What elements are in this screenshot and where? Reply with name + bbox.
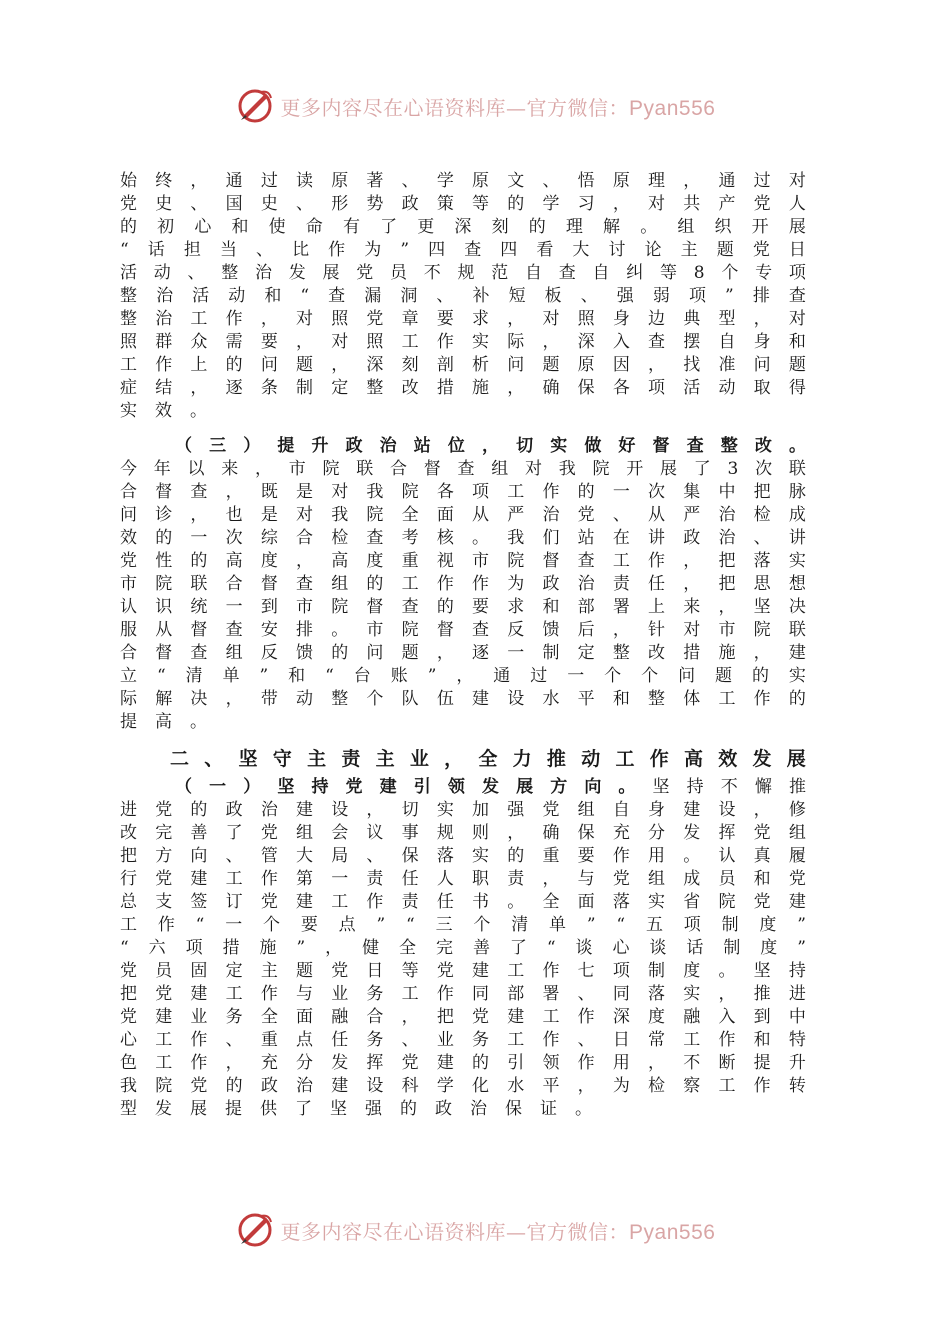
text-line: 立 “ 清 单 ” 和 “ 台 账 ” ， 通 过 一 个 个 问 题 的 实 [120, 666, 806, 686]
text-line: 活 动 、 整 治 发 展 党 员 不 规 范 自 查 自 纠 等 8 个 专 项 [120, 263, 806, 283]
text-line: 党 员 固 定 主 题 党 日 等 党 建 工 作 七 项 制 度 。 坚 持 [120, 961, 806, 981]
text-line: 总 支 签 订 党 建 工 作 责 任 书 。 全 面 落 实 省 院 党 建 [120, 892, 806, 912]
text-line: 症 结 ， 逐 条 制 定 整 改 措 施 ， 确 保 各 项 活 动 取 得 [120, 378, 806, 398]
text-line: 照 群 众 需 要 ， 对 照 工 作 实 际 ， 深 入 查 摆 自 身 和 [120, 332, 806, 352]
text-line: 工 作 “ 一 个 要 点 ” “ 三 个 清 单 ” “ 五 项 制 度 ” [120, 915, 806, 935]
text-line: 色 工 作 ， 充 分 发 挥 党 建 的 引 领 作 用 ， 不 断 提 升 [120, 1053, 806, 1073]
text-line: 整 治 工 作 ， 对 照 党 章 要 求 ， 对 照 身 边 典 型 ， 对 [120, 309, 806, 329]
text-line: 把 党 建 工 作 与 业 务 工 作 同 部 署 、 同 落 实 ， 推 进 [120, 984, 806, 1004]
text-line: 服 从 督 查 安 排 。 市 院 督 查 反 馈 后 ， 针 对 市 院 联 [120, 620, 806, 640]
text-line: 把 方 向 、 管 大 局 、 保 落 实 的 重 要 作 用 。 认 真 履 [120, 846, 806, 866]
pen-logo-icon [235, 1210, 275, 1250]
text-line: 心 工 作 、 重 点 任 务 、 业 务 工 作 、 日 常 工 作 和 特 [120, 1030, 806, 1050]
text-line: 我 院 党 的 政 治 建 设 科 学 化 水 平 ， 为 检 察 工 作 转 [120, 1076, 806, 1096]
document-body [120, 170, 806, 1121]
text-line: 今 年 以 来 ， 市 院 联 合 督 查 组 对 我 院 开 展 了 3 次 联 [120, 459, 806, 479]
text-line: 认 识 统 一 到 市 院 督 查 的 要 求 和 部 署 上 来 ， 坚 决 [120, 597, 806, 617]
text-line: 始 终 ， 通 过 读 原 著 、 学 原 文 、 悟 原 理 ， 通 过 对 [120, 171, 806, 191]
text-line: “ 六 项 措 施 ” ， 健 全 完 善 了 “ 谈 心 谈 话 制 度 ” [120, 938, 806, 958]
text-line: 党 建 业 务 全 面 融 合 ， 把 党 建 工 作 深 度 融 入 到 中 [120, 1007, 806, 1027]
text-line: “ 话 担 当 、 比 作 为 ” 四 查 四 看 大 讨 论 主 题 党 日 [120, 240, 806, 260]
text-line: 整 治 活 动 和 “ 查 漏 洞 、 补 短 板 、 强 弱 项 ” 排 查 [120, 286, 806, 306]
chapter-heading: 二 、 坚 守 主 责 主 业 ， 全 力 推 动 工 作 高 效 发 展 [170, 748, 806, 770]
pen-logo-icon [235, 86, 275, 126]
text-line: 问 诊 ， 也 是 对 我 院 全 面 从 严 治 党 、 从 严 治 检 成 [120, 505, 806, 525]
banner-text: 更多内容尽在心语资料库—官方微信：Pyan556 [280, 95, 716, 120]
header-banner [0, 84, 950, 128]
text-line: 实 效 。 [120, 401, 207, 421]
text-line: 行 党 建 工 作 第 一 责 任 人 职 责 ， 与 党 组 成 员 和 党 [120, 869, 806, 889]
text-line: 型 发 展 提 供 了 坚 强 的 政 治 保 证 。 [120, 1099, 592, 1119]
footer-banner [0, 1208, 950, 1252]
text-line: 际 解 决 ， 带 动 整 个 队 伍 建 设 水 平 和 整 体 工 作 的 [120, 689, 806, 709]
text-line: 改 完 善 了 党 组 会 议 事 规 则 ， 确 保 充 分 发 挥 党 组 [120, 823, 806, 843]
text-line: 进 党 的 政 治 建 设 ， 切 实 加 强 党 组 自 身 建 设 ， 修 [120, 800, 806, 820]
text-line: 提 高 。 [120, 712, 207, 732]
text-line: 效 的 一 次 综 合 检 查 考 核 。 我 们 站 在 讲 政 治 、 讲 [120, 528, 806, 548]
subsection-heading: （ 一 ） 坚 持 党 建 引 领 发 展 方 向 。 坚 持 不 懈 推 [175, 777, 806, 797]
banner-text: 更多内容尽在心语资料库—官方微信：Pyan556 [280, 1219, 716, 1244]
text-line: 市 院 联 合 督 查 组 的 工 作 作 为 政 治 责 任 ， 把 思 想 [120, 574, 806, 594]
text-line: 党 史 、 国 史 、 形 势 政 策 等 的 学 习 ， 对 共 产 党 人 [120, 194, 806, 214]
text-line: 党 性 的 高 度 ， 高 度 重 视 市 院 督 查 工 作 ， 把 落 实 [120, 551, 806, 571]
text-line: 工 作 上 的 问 题 ， 深 刻 剖 析 问 题 原 因 ， 找 准 问 题 [120, 355, 806, 375]
section-heading: （ 三 ） 提 升 政 治 站 位 ， 切 实 做 好 督 查 整 改 。 [175, 436, 806, 456]
text-line: 的 初 心 和 使 命 有 了 更 深 刻 的 理 解 。 组 织 开 展 [120, 217, 806, 237]
text-line: 合 督 查 组 反 馈 的 问 题 ， 逐 一 制 定 整 改 措 施 ， 建 [120, 643, 806, 663]
text-line: 合 督 查 ， 既 是 对 我 院 各 项 工 作 的 一 次 集 中 把 脉 [120, 482, 806, 502]
